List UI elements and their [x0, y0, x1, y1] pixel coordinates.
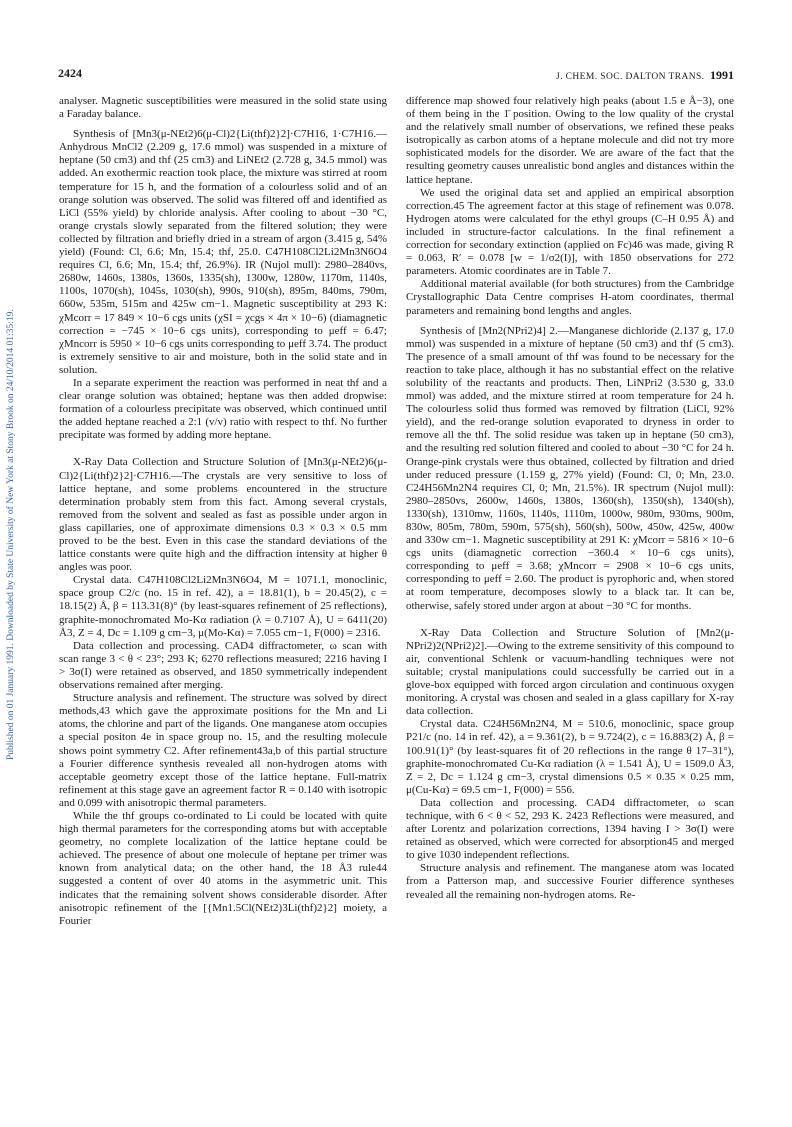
body-paragraph: Data collection and processing. CAD4 diffractometer, ω scan with scan range 3 < θ < 23°; 293 K; 6270 reflections measured; 2216 having I > 3σ(I) were retained as observed, and 1850 symmetrically independent observations remained after merging.	[59, 639, 387, 692]
paragraph-gap	[406, 613, 734, 620]
body-paragraph: Structure analysis and refinement. The structure was solved by direct methods,43 which gave the approximate positions for the Mn and Li atoms, the chlorine and part of the ligands. One manganese atom occupies a special positon 4e in space group no. 15, and the resulting molecule shows point symmetry C2. After refinement43a,b of this partial structure a Fourier difference synthesis revealed all non-hydrogen atoms with acceptable geometry except those of the lattice heptane. Full-matrix refinement at this stage gave an agreement factor R = 0.140 with isotropic and 0.099 with anisotropic thermal parameters.	[59, 692, 387, 809]
body-paragraph: Data collection and processing. CAD4 diffractometer, ω scan technique, with 6 < θ < 52, 293 K. 2423 Reflections were measured, and after Lorentz and polarization corrections, 1394 having I > 3σ(I) were retained as observed, which were corrected for absorption45 and merged to give 1030 independent reflections.	[406, 796, 734, 862]
body-paragraph: Synthesis of [Mn2(NPri2)4] 2.—Manganese dichloride (2.137 g, 17.0 mmol) was suspended in a mixture of heptane (50 cm3) and thf (5 cm3). The presence of a small amount of thf was found to be necessary for the reaction to take place, although it has no substantial effect on the relative solubility of the reactants and products. Then, LiNPri2 (3.530 g, 33.0 mmol) was added, and the mixture stirred at room temperature for 24 h. The colourless solid thus formed was removed by filtration (LiCl, 92% yield), and the red-orange solution evaporated to dryness in order to remove all the thf. The solid residue was taken up in heptane (50 cm3), and the resulting red solution filtered and cooled to about −30 °C for 24 h. Orange-pink crystals were thus obtained, collected by filtration and dried under reduced pressure (1.159 g, 27% yield) (Found: Cl, 0; Mn, 23.0. C24H56Mn2N4 requires Cl, 0; Mn, 21.5%). IR spectrum (Nujol mull): 2980–2850vs, 2600w, 1460s, 1380s, 1360(sh), 1350(sh), 1340(sh), 1330(sh), 1310mw, 1160s, 1140s, 1110m, 1000w, 980m, 930ms, 900m, 830w, 805m, 780m, 590m, 575(sh), 560(sh), 500w, 450w, 425w, 400w and 330w cm−1. Magnetic susceptibility at 291 K: χMcorr = 5816 × 10−6 cgs units (diamagnetic correction −360.4 × 10−6 cgs units), corresponding to μeff = 3.68; χMncorr = 2908 × 10−6 cgs units, corresponding to μeff = 2.60. The product is pyrophoric and, when stored at room temperature, decomposes slowly to a black tar. It can be, otherwise, safely stored under argon at about −30 °C for months.	[406, 324, 734, 612]
body-paragraph: analyser. Magnetic susceptibilities were measured in the solid state using a Faraday balance.	[59, 95, 387, 121]
paragraph-gap	[406, 318, 734, 325]
journal-header	[556, 68, 734, 83]
left-column	[59, 95, 387, 928]
publication-side-note[interactable]: Published on 01 January 1991. Downloaded by State University of New York at Stony Brook on 24/10/2014 01:35:19.	[6, 309, 16, 760]
body-paragraph: Synthesis of [Mn3(μ-NEt2)6(μ-Cl)2{Li(thf)2}2]·C7H16, 1·C7H16.—Anhydrous MnCl2 (2.209 g, 17.6 mmol) was suspended in a mixture of heptane (50 cm3) and thf (25 cm3) and LiNEt2 (2.728 g, 34.5 mmol) was added. An exothermic reaction took place, the mixture was stirred at room temperature for 15 h, and the formation of a colourless solid and of an orange solution was observed. The solid was filtered off and identified as LiCl (55% yield) by chloride analysis. After cooling to about −30 °C, orange crystals slowly separated from the filtered solution; they were collected by filtration and briefly dried in a stream of argon (3.415 g, 54% yield) (Found: Cl, 6.6; Mn, 15.4; thf, 25.0. C47H108Cl2Li2Mn3N6O4 requires Cl, 6.6; Mn, 15.4; thf, 26.9%). IR (Nujol mull): 2980–2840vs, 2680w, 1460s, 1380s, 1360s, 1335(sh), 1300w, 1280w, 1170m, 1140s, 1100s, 1070(sh), 1045s, 1030(sh), 990s, 910(sh), 895m, 840ms, 790m, 660w, 535m, 515m and 425w cm−1. Magnetic susceptibility at 293 K: χMcorr = 17 849 × 10−6 cgs units (χSI = χcgs × 4π × 10−6) (diamagnetic correction = −745 × 10−6 cgs units), corresponding to μeff = 6.47; χMncorr is 5950 × 10−6 cgs units corresponding to μeff 3.74. The product is extremely sensitive to air and moisture, both in the solid state and in solution.	[59, 128, 387, 376]
body-paragraph: difference map showed four relatively high peaks (about 1.5 e Å−3), one of them being in the 1̄ position. Owing to the low quality of the crystal and the relatively small number of observations, we refined these peaks isotropically as carbon atoms of a heptane molecule and did not try more sophisticated models for the disorder. We are aware of the fact that the resulting geometry causes unrealistic bond angles and distances within the lattice heptane.	[406, 95, 734, 186]
body-paragraph: Crystal data. C24H56Mn2N4, M = 510.6, monoclinic, space group P21/c (no. 14 in ref. 42), a = 9.361(2), b = 9.724(2), c = 16.883(2) Å, β = 100.91(1)° (by least-squares fit of 20 reflections in the range θ 17–31°), graphite-monochromated Cu-Kα radiation (λ = 1.541 Å), U = 1509.0 Å3, Z = 2, Dc = 1.124 g cm−3, crystal dimensions 0.5 × 0.35 × 0.25 mm, μ(Cu-Kα) = 69.5 cm−1, F(000) = 556.	[406, 718, 734, 796]
body-paragraph: Additional material available (for both structures) from the Cambridge Crystallographic Data Centre comprises H-atom coordinates, thermal parameters and remaining bond lengths and angles.	[406, 278, 734, 317]
paragraph-gap	[59, 442, 387, 449]
body-paragraph: Structure analysis and refinement. The manganese atom was located from a Patterson map, and successive Fourier difference syntheses revealed all the remaining non-hydrogen atoms. Re-	[406, 862, 734, 901]
journal-year: 1991	[710, 68, 734, 82]
journal-name: J. CHEM. SOC. DALTON TRANS.	[556, 72, 705, 82]
body-paragraph: X-Ray Data Collection and Structure Solution of [Mn2(μ-NPri2)2(NPri2)2].—Owing to the extreme sensitivity of this compound to air, conventional Schlenk or vacuum-handling techniques were not suitable; crystal manipulations could successfully be carried out in a glove-box equipped with forced argon circulation and continuous oxygen monitoring. A crystal was chosen and sealed in a glass capillary for X-ray data collection.	[406, 626, 734, 718]
body-paragraph: X-Ray Data Collection and Structure Solution of [Mn3(μ-NEt2)6(μ-Cl)2{Li(thf)2}2]·C7H16.—The crystals are very sensitive to loss of lattice heptane, and some problems encountered in the structure determination probably stem from this fact. Among several crystals, removed from the solvent and sealed as fast as possible under argon in glass capillaries, one of approximate dimensions 0.3 × 0.3 × 0.5 mm proved to be the best. Even in this case the standard deviations of the lattice constants were quite high and the diffraction intensity at higher θ angles was poor.	[59, 456, 387, 574]
body-paragraph: In a separate experiment the reaction was performed in neat thf and a clear orange solution was obtained; heptane was then added dropwise: formation of a colourless precipitate was observed, which continued until the added heptane reached a 2:1 (v/v) ratio with respect to thf. No further precipitate was formed by adding more heptane.	[59, 376, 387, 442]
paragraph-gap	[59, 449, 387, 456]
paragraph-gap	[406, 620, 734, 627]
paragraph-gap	[59, 121, 387, 128]
body-paragraph: We used the original data set and applied an empirical absorption correction.45 The agreement factor at this stage of refinement was 0.078. Hydrogen atoms were calculated for the ethyl groups (C–H 0.95 Å) and included in structure-factor calculations. In the final refinement a correction for secondary extinction (applied on Fc)46 was made, giving R = 0.063, R′ = 0.078 [w = 1/σ2(I)], with 1850 observations for 272 parameters. Atomic coordinates are in Table 7.	[406, 186, 734, 278]
body-paragraph: While the thf groups co-ordinated to Li could be located with quite high thermal parameters for the corresponding atoms but with acceptable geometry, no complete localization of the lattice heptane could be achieved. The presence of about one molecule of heptane per trimer was known from analytical data; on the other hand, the 18 Å3 rule44 suggested a content of over 40 atoms in the asymmetric unit. This indicates that the remaining solvent shows considerable disorder. After anisotropic refinement of the [{Mn1.5Cl(NEt2)3Li(thf)2}2] moiety, a Fourier	[59, 809, 387, 927]
page-number: 2424	[58, 66, 82, 80]
body-paragraph: Crystal data. C47H108Cl2Li2Mn3N6O4, M = 1071.1, monoclinic, space group C2/c (no. 15 in ref. 42), a = 18.81(1), b = 20.45(2), c = 18.15(2) Å, β = 113.31(8)° (by least-squares refinement of 25 reflections), graphite-monochromated Mo-Kα radiation (λ = 0.7107 Å), U = 6411(20) Å3, Z = 4, Dc = 1.109 g cm−3, μ(Mo-Kα) = 7.055 cm−1, F(000) = 2316.	[59, 574, 387, 639]
right-column	[406, 95, 734, 902]
